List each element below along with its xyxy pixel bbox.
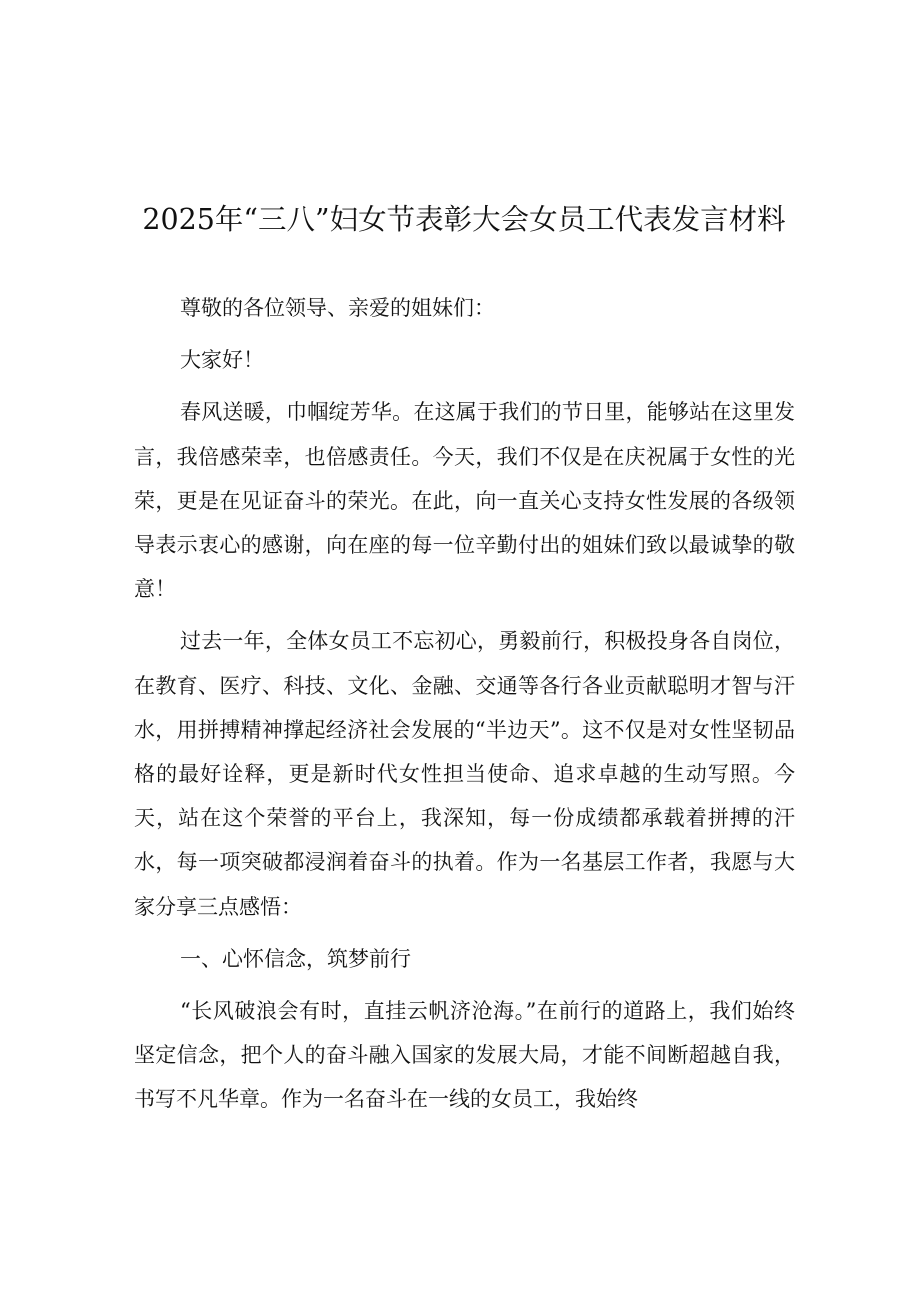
greeting: 大家好！ xyxy=(180,348,264,373)
document-body xyxy=(134,286,795,1130)
paragraph-opening: 春风送暖，巾帼绽芳华。在这属于我们的节日里，能够站在这里发言，我倍感荣幸，也倍感责任。今天，我们不仅是在庆祝属于女性的光荣，更是在见证奋斗的荣光。在此，向一直关心支持女性发展的各级领导表示衷心的感谢，向在座的每一位辛勤付出的姐妹们致以最诚挚的敬意！ xyxy=(134,400,795,602)
document-title: 2025年“三八”妇女节表彰大会女员工代表发言材料 xyxy=(142,203,786,236)
salutation: 尊敬的各位领导、亲爱的姐妹们： xyxy=(180,296,495,320)
paragraph-review: 过去一年，全体女员工不忘初心，勇毅前行，积极投身各自岗位，在教育、医疗、科技、文化、金融、交通等各行各业贡献聪明才智与汗水，用拼搏精神撑起经济社会发展的“半边天”。这不仅是对女性坚韧品格的最好诠释，更是新时代女性担当使命、追求卓越的生动写照。今天，站在这个荣誉的平台上，我深知，每一份成绩都承载着拼搏的汗水，每一项突破都浸润着奋斗的执着。作为一名基层工作者，我愿与大家分享三点感悟： xyxy=(134,629,795,919)
section-heading-1: 一、心怀信念，筑梦前行 xyxy=(180,946,411,971)
paragraph-section-1: “长风破浪会有时，直挂云帆济沧海。”在前行的道路上，我们始终坚定信念，把个人的奋斗融入国家的发展大局，才能不间断超越自我，书写不凡华章。作为一名奋斗在一线的女员工，我始终 xyxy=(134,999,795,1112)
